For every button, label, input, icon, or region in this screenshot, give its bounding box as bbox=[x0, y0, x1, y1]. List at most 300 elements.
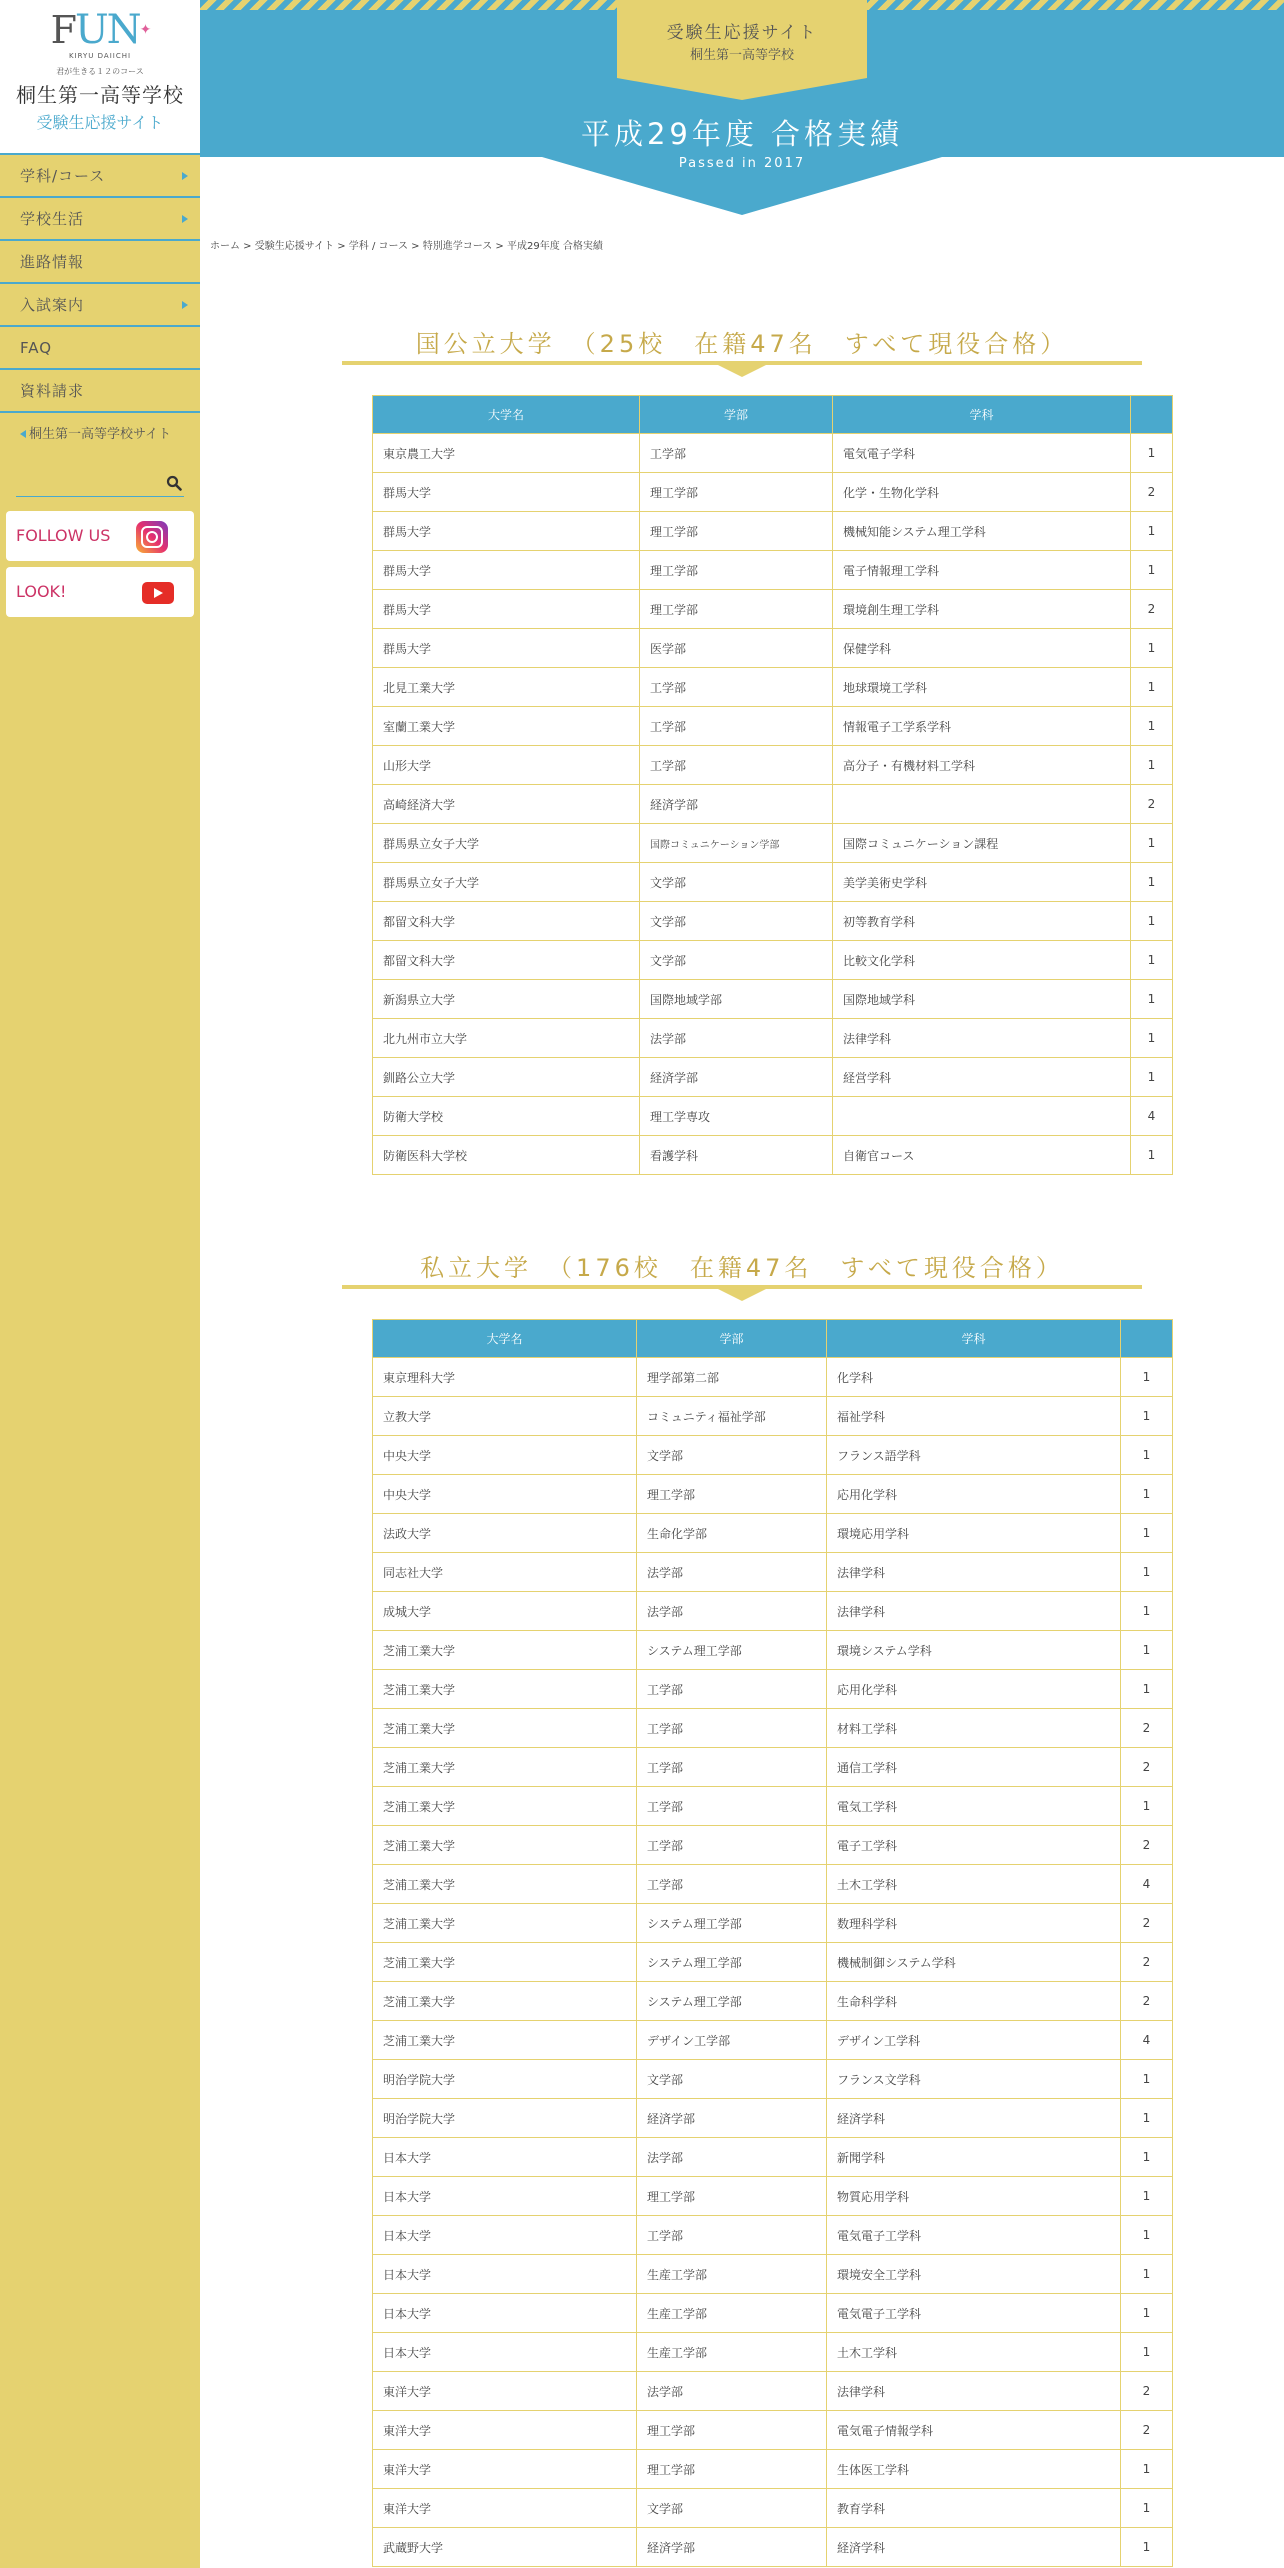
sidebar-menu-item-label: 入試案内 bbox=[20, 296, 85, 314]
university-cell: 芝浦工業大学 bbox=[373, 1709, 637, 1748]
faculty-cell: 文学部 bbox=[637, 2060, 827, 2099]
count-cell: 1 bbox=[1121, 1514, 1173, 1553]
faculty-cell: システム理工学部 bbox=[637, 1904, 827, 1943]
count-cell: 1 bbox=[1121, 2099, 1173, 2138]
faculty-cell: 工学部 bbox=[640, 707, 833, 746]
sidebar-menu-item-label: FAQ bbox=[20, 339, 53, 357]
university-cell: 芝浦工業大学 bbox=[373, 1982, 637, 2021]
university-cell: 日本大学 bbox=[373, 2177, 637, 2216]
university-cell: 中央大学 bbox=[373, 1436, 637, 1475]
department-cell: 電子工学科 bbox=[827, 1826, 1121, 1865]
department-cell: 法律学科 bbox=[827, 1592, 1121, 1631]
faculty-cell: 工学部 bbox=[637, 1826, 827, 1865]
faculty-cell: 法学部 bbox=[637, 2138, 827, 2177]
column-header: 学科 bbox=[833, 396, 1131, 434]
department-cell: 土木工学科 bbox=[827, 2333, 1121, 2372]
look-label: LOOK! bbox=[16, 582, 67, 601]
faculty-cell: 生命化学部 bbox=[637, 1514, 827, 1553]
table-row bbox=[373, 1982, 1173, 2021]
department-cell: 環境応用学科 bbox=[827, 1514, 1121, 1553]
department-cell: 材料工学科 bbox=[827, 1709, 1121, 1748]
university-cell: 明治学院大学 bbox=[373, 2060, 637, 2099]
university-cell: 芝浦工業大学 bbox=[373, 1826, 637, 1865]
count-cell: 1 bbox=[1131, 668, 1173, 707]
count-cell: 1 bbox=[1131, 824, 1173, 863]
university-cell: 東洋大学 bbox=[373, 2372, 637, 2411]
private-universities-title: 私立大学 （176校 在籍47名 すべて現役合格） bbox=[420, 1254, 1064, 1282]
faculty-cell: 国際コミュニケーション学部 bbox=[640, 824, 833, 863]
breadcrumb: ホーム > 受験生応援サイト > 学科 / コース > 特別進学コース > 平成29年度 合格実績 bbox=[210, 241, 603, 252]
count-cell: 1 bbox=[1121, 1475, 1173, 1514]
table-row bbox=[373, 2021, 1173, 2060]
count-cell: 1 bbox=[1131, 1136, 1173, 1175]
instagram-follow-button[interactable] bbox=[6, 511, 194, 561]
department-cell: 環境創生理工学科 bbox=[833, 590, 1131, 629]
faculty-cell: 理工学部 bbox=[640, 590, 833, 629]
department-cell: 法律学科 bbox=[827, 2372, 1121, 2411]
flag-title: 受験生応援サイト bbox=[666, 23, 818, 43]
table-row bbox=[373, 1136, 1173, 1175]
table-row bbox=[373, 941, 1173, 980]
triangle-right-icon bbox=[182, 301, 188, 309]
logo-tagline: 君が生きる１２のコース bbox=[56, 67, 144, 76]
count-cell: 2 bbox=[1121, 1904, 1173, 1943]
count-cell: 4 bbox=[1121, 1865, 1173, 1904]
count-cell: 2 bbox=[1121, 1748, 1173, 1787]
faculty-cell: 工学部 bbox=[640, 746, 833, 785]
sidebar-menu-item-label: 学校生活 bbox=[20, 210, 85, 228]
column-header: 学部 bbox=[637, 1320, 827, 1358]
count-cell: 1 bbox=[1121, 1787, 1173, 1826]
faculty-cell: 理工学部 bbox=[637, 1475, 827, 1514]
table-row bbox=[373, 2138, 1173, 2177]
column-header: 大学名 bbox=[373, 396, 640, 434]
university-cell: 芝浦工業大学 bbox=[373, 1904, 637, 1943]
university-cell: 群馬大学 bbox=[373, 590, 640, 629]
university-cell: 日本大学 bbox=[373, 2294, 637, 2333]
table-row bbox=[373, 1670, 1173, 1709]
count-cell: 1 bbox=[1131, 629, 1173, 668]
page-subtitle: Passed in 2017 bbox=[678, 156, 806, 171]
table-row bbox=[373, 1631, 1173, 1670]
search-box bbox=[16, 471, 184, 497]
university-cell: 群馬県立女子大学 bbox=[373, 863, 640, 902]
faculty-cell: 法学部 bbox=[640, 1019, 833, 1058]
faculty-cell: 生産工学部 bbox=[637, 2255, 827, 2294]
faculty-cell: 経済学部 bbox=[637, 2099, 827, 2138]
table-row bbox=[373, 590, 1173, 629]
faculty-cell: システム理工学部 bbox=[637, 1982, 827, 2021]
faculty-cell: 医学部 bbox=[640, 629, 833, 668]
faculty-cell: 文学部 bbox=[640, 902, 833, 941]
university-cell: 法政大学 bbox=[373, 1514, 637, 1553]
university-cell: 芝浦工業大学 bbox=[373, 1787, 637, 1826]
department-cell: 初等教育学科 bbox=[833, 902, 1131, 941]
count-cell: 2 bbox=[1121, 1982, 1173, 2021]
count-cell: 1 bbox=[1121, 1397, 1173, 1436]
count-cell: 1 bbox=[1121, 1358, 1173, 1397]
department-cell: 電気工学科 bbox=[827, 1787, 1121, 1826]
sidebar-menu-item-label: 進路情報 bbox=[20, 253, 85, 271]
table-row bbox=[373, 1865, 1173, 1904]
university-cell: 立教大学 bbox=[373, 1397, 637, 1436]
faculty-cell: 経済学部 bbox=[637, 2528, 827, 2567]
university-cell: 山形大学 bbox=[373, 746, 640, 785]
table-row bbox=[373, 707, 1173, 746]
table-row bbox=[373, 1904, 1173, 1943]
department-cell: 電子情報理工学科 bbox=[833, 551, 1131, 590]
department-cell: 教育学科 bbox=[827, 2489, 1121, 2528]
faculty-cell: 理工学専攻 bbox=[640, 1097, 833, 1136]
triangle-left-icon bbox=[20, 430, 26, 438]
faculty-cell: 工学部 bbox=[640, 434, 833, 473]
university-cell: 東洋大学 bbox=[373, 2489, 637, 2528]
count-cell: 1 bbox=[1131, 512, 1173, 551]
university-cell: 芝浦工業大学 bbox=[373, 1631, 637, 1670]
university-cell: 明治学院大学 bbox=[373, 2099, 637, 2138]
sidebar-menu-item[interactable] bbox=[0, 370, 200, 413]
department-cell: 環境安全工学科 bbox=[827, 2255, 1121, 2294]
table-header-row bbox=[373, 396, 1173, 434]
count-cell: 2 bbox=[1121, 1826, 1173, 1865]
follow-us-label: FOLLOW US bbox=[16, 526, 111, 545]
site-name: 受験生応援サイト bbox=[36, 113, 164, 132]
count-cell: 1 bbox=[1121, 1592, 1173, 1631]
table-row bbox=[373, 1058, 1173, 1097]
count-cell: 1 bbox=[1121, 2177, 1173, 2216]
sidebar-menu-item[interactable] bbox=[0, 327, 200, 370]
department-cell: 電気電子情報学科 bbox=[827, 2411, 1121, 2450]
count-cell: 1 bbox=[1121, 2489, 1173, 2528]
count-cell: 1 bbox=[1131, 707, 1173, 746]
department-cell: 物質応用学科 bbox=[827, 2177, 1121, 2216]
university-cell: 防衛医科大学校 bbox=[373, 1136, 640, 1175]
university-cell: 東洋大学 bbox=[373, 2450, 637, 2489]
table-row bbox=[373, 1826, 1173, 1865]
sidebar-menu-item[interactable] bbox=[0, 241, 200, 284]
table-row bbox=[373, 2294, 1173, 2333]
table-row bbox=[373, 1748, 1173, 1787]
department-cell: フランス文学科 bbox=[827, 2060, 1121, 2099]
department-cell: 化学科 bbox=[827, 1358, 1121, 1397]
faculty-cell: 法学部 bbox=[637, 2372, 827, 2411]
table-row bbox=[373, 1943, 1173, 1982]
department-cell: 情報電子工学系学科 bbox=[833, 707, 1131, 746]
table-row bbox=[373, 1436, 1173, 1475]
faculty-cell: 工学部 bbox=[637, 1670, 827, 1709]
faculty-cell: 法学部 bbox=[637, 1592, 827, 1631]
table-row bbox=[373, 1475, 1173, 1514]
university-cell: 芝浦工業大学 bbox=[373, 1748, 637, 1787]
faculty-cell: 理学部第二部 bbox=[637, 1358, 827, 1397]
university-cell: 北九州市立大学 bbox=[373, 1019, 640, 1058]
count-cell: 1 bbox=[1131, 746, 1173, 785]
department-cell: デザイン工学科 bbox=[827, 2021, 1121, 2060]
table-row bbox=[373, 1019, 1173, 1058]
university-cell: 日本大学 bbox=[373, 2333, 637, 2372]
table-row bbox=[373, 2450, 1173, 2489]
department-cell: 環境システム学科 bbox=[827, 1631, 1121, 1670]
university-cell: 中央大学 bbox=[373, 1475, 637, 1514]
school-site-link[interactable] bbox=[0, 413, 200, 457]
public-universities-title: 国公立大学 （25校 在籍47名 すべて現役合格） bbox=[415, 330, 1069, 358]
department-cell: 経済学科 bbox=[827, 2528, 1121, 2567]
faculty-cell: 工学部 bbox=[640, 668, 833, 707]
university-cell: 新潟県立大学 bbox=[373, 980, 640, 1019]
university-cell: 群馬県立女子大学 bbox=[373, 824, 640, 863]
department-cell: 自衛官コース bbox=[833, 1136, 1131, 1175]
table-row bbox=[373, 512, 1173, 551]
table-row bbox=[373, 902, 1173, 941]
faculty-cell: 生産工学部 bbox=[637, 2294, 827, 2333]
count-cell: 1 bbox=[1121, 1631, 1173, 1670]
faculty-cell: 工学部 bbox=[637, 1709, 827, 1748]
department-cell: 電気電子学科 bbox=[833, 434, 1131, 473]
column-header: 学部 bbox=[640, 396, 833, 434]
department-cell: 福祉学科 bbox=[827, 1397, 1121, 1436]
department-cell: 応用化学科 bbox=[827, 1475, 1121, 1514]
university-cell: 群馬大学 bbox=[373, 473, 640, 512]
count-cell: 1 bbox=[1121, 2255, 1173, 2294]
sidebar-menu-item-label: 資料請求 bbox=[20, 382, 85, 400]
count-cell: 1 bbox=[1121, 2216, 1173, 2255]
table-row bbox=[373, 2411, 1173, 2450]
table-row bbox=[373, 2333, 1173, 2372]
faculty-cell: 経済学部 bbox=[640, 1058, 833, 1097]
youtube-look-button[interactable] bbox=[6, 567, 194, 617]
department-cell: 保健学科 bbox=[833, 629, 1131, 668]
sidebar bbox=[0, 0, 200, 2568]
table-row bbox=[373, 629, 1173, 668]
count-cell: 2 bbox=[1131, 473, 1173, 512]
table-row bbox=[373, 2099, 1173, 2138]
count-cell: 2 bbox=[1121, 1709, 1173, 1748]
faculty-cell: 理工学部 bbox=[637, 2450, 827, 2489]
count-cell: 2 bbox=[1121, 2411, 1173, 2450]
count-cell: 1 bbox=[1131, 863, 1173, 902]
department-cell: 通信工学科 bbox=[827, 1748, 1121, 1787]
faculty-cell: 文学部 bbox=[640, 863, 833, 902]
department-cell: 応用化学科 bbox=[827, 1670, 1121, 1709]
table-row bbox=[373, 1592, 1173, 1631]
university-cell: 高崎経済大学 bbox=[373, 785, 640, 824]
university-cell: 東洋大学 bbox=[373, 2411, 637, 2450]
count-cell: 1 bbox=[1121, 1670, 1173, 1709]
count-cell: 1 bbox=[1131, 980, 1173, 1019]
table-row bbox=[373, 1787, 1173, 1826]
department-cell: 法律学科 bbox=[827, 1553, 1121, 1592]
department-cell: 土木工学科 bbox=[827, 1865, 1121, 1904]
faculty-cell: 理工学部 bbox=[637, 2411, 827, 2450]
count-cell: 2 bbox=[1131, 590, 1173, 629]
search-icon[interactable] bbox=[166, 475, 182, 491]
count-cell: 1 bbox=[1131, 941, 1173, 980]
faculty-cell: 国際地域学部 bbox=[640, 980, 833, 1019]
department-cell: 生体医工学科 bbox=[827, 2450, 1121, 2489]
count-cell: 1 bbox=[1131, 1058, 1173, 1097]
table-row bbox=[373, 2489, 1173, 2528]
faculty-cell: 理工学部 bbox=[640, 551, 833, 590]
department-cell: 経済学科 bbox=[827, 2099, 1121, 2138]
sidebar-menu-item[interactable] bbox=[0, 198, 200, 241]
faculty-cell: 理工学部 bbox=[640, 473, 833, 512]
faculty-cell: 理工学部 bbox=[640, 512, 833, 551]
page-title: 平成29年度 合格実績 bbox=[580, 117, 904, 151]
university-cell: 日本大学 bbox=[373, 2216, 637, 2255]
count-cell: 1 bbox=[1121, 1436, 1173, 1475]
fun-logo-mark: FUN✦ bbox=[50, 7, 150, 53]
table-row bbox=[373, 1358, 1173, 1397]
university-cell: 室蘭工業大学 bbox=[373, 707, 640, 746]
table-row bbox=[373, 1397, 1173, 1436]
table-row bbox=[373, 1514, 1173, 1553]
count-cell: 2 bbox=[1121, 1943, 1173, 1982]
column-header bbox=[1121, 1320, 1173, 1358]
department-cell: 法律学科 bbox=[833, 1019, 1131, 1058]
column-header bbox=[1131, 396, 1173, 434]
department-cell: 電気電子工学科 bbox=[827, 2216, 1121, 2255]
faculty-cell: 経済学部 bbox=[640, 785, 833, 824]
table-row bbox=[373, 668, 1173, 707]
sidebar-menu bbox=[0, 155, 200, 413]
section-notch bbox=[718, 1289, 766, 1301]
faculty-cell: コミュニティ福祉学部 bbox=[637, 1397, 827, 1436]
department-cell: 美学美術史学科 bbox=[833, 863, 1131, 902]
count-cell: 4 bbox=[1121, 2021, 1173, 2060]
column-header: 学科 bbox=[827, 1320, 1121, 1358]
table-row bbox=[373, 2255, 1173, 2294]
triangle-right-icon bbox=[182, 215, 188, 223]
department-cell: 電気電子工学科 bbox=[827, 2294, 1121, 2333]
table-row bbox=[373, 824, 1173, 863]
faculty-cell: 工学部 bbox=[637, 1865, 827, 1904]
table-row bbox=[373, 2060, 1173, 2099]
department-cell: 機械知能システム理工学科 bbox=[833, 512, 1131, 551]
department-cell: 数理科学科 bbox=[827, 1904, 1121, 1943]
university-cell: 武蔵野大学 bbox=[373, 2528, 637, 2567]
section-notch bbox=[718, 365, 766, 377]
table-row bbox=[373, 1709, 1173, 1748]
school-site-link-label: 桐生第一高等学校サイト bbox=[29, 427, 172, 442]
count-cell: 1 bbox=[1121, 2333, 1173, 2372]
count-cell: 1 bbox=[1121, 2528, 1173, 2567]
youtube-icon bbox=[142, 582, 174, 604]
sidebar-menu-item[interactable] bbox=[0, 155, 200, 198]
faculty-cell: 工学部 bbox=[637, 2216, 827, 2255]
department-cell: 生命科学科 bbox=[827, 1982, 1121, 2021]
department-cell: フランス語学科 bbox=[827, 1436, 1121, 1475]
faculty-cell: 法学部 bbox=[637, 1553, 827, 1592]
faculty-cell: 理工学部 bbox=[637, 2177, 827, 2216]
flag-subtitle: 桐生第一高等学校 bbox=[689, 48, 794, 63]
university-cell: 日本大学 bbox=[373, 2138, 637, 2177]
university-cell: 芝浦工業大学 bbox=[373, 2021, 637, 2060]
count-cell: 2 bbox=[1131, 785, 1173, 824]
university-cell: 群馬大学 bbox=[373, 551, 640, 590]
faculty-cell: 文学部 bbox=[637, 2489, 827, 2528]
table-row bbox=[373, 1097, 1173, 1136]
table-row bbox=[373, 863, 1173, 902]
table-row bbox=[373, 2216, 1173, 2255]
university-cell: 芝浦工業大学 bbox=[373, 1865, 637, 1904]
count-cell: 1 bbox=[1131, 551, 1173, 590]
table-row bbox=[373, 434, 1173, 473]
table-header-row bbox=[373, 1320, 1173, 1358]
faculty-cell: 文学部 bbox=[637, 1436, 827, 1475]
department-cell: 高分子・有機材料工学科 bbox=[833, 746, 1131, 785]
faculty-cell: 生産工学部 bbox=[637, 2333, 827, 2372]
public-results-table bbox=[372, 395, 1173, 1175]
table-row bbox=[373, 1553, 1173, 1592]
table-row bbox=[373, 473, 1173, 512]
university-cell: 群馬大学 bbox=[373, 629, 640, 668]
university-cell: 東京理科大学 bbox=[373, 1358, 637, 1397]
private-results-table bbox=[372, 1319, 1173, 2567]
sidebar-menu-item-label: 学科/コース bbox=[20, 167, 106, 185]
count-cell: 1 bbox=[1121, 1553, 1173, 1592]
table-row bbox=[373, 2372, 1173, 2411]
university-cell: 防衛大学校 bbox=[373, 1097, 640, 1136]
triangle-right-icon bbox=[182, 172, 188, 180]
faculty-cell: 工学部 bbox=[637, 1787, 827, 1826]
university-cell: 同志社大学 bbox=[373, 1553, 637, 1592]
school-logo[interactable] bbox=[0, 0, 200, 155]
table-row bbox=[373, 785, 1173, 824]
university-cell: 成城大学 bbox=[373, 1592, 637, 1631]
department-cell: 経営学科 bbox=[833, 1058, 1131, 1097]
faculty-cell: デザイン工学部 bbox=[637, 2021, 827, 2060]
count-cell: 1 bbox=[1131, 902, 1173, 941]
faculty-cell: システム理工学部 bbox=[637, 1943, 827, 1982]
faculty-cell: 看護学科 bbox=[640, 1136, 833, 1175]
department-cell: 比較文化学科 bbox=[833, 941, 1131, 980]
department-cell: 国際地域学科 bbox=[833, 980, 1131, 1019]
university-cell: 芝浦工業大学 bbox=[373, 1943, 637, 1982]
search-input[interactable] bbox=[16, 471, 166, 495]
department-cell bbox=[833, 1097, 1131, 1136]
university-cell: 北見工業大学 bbox=[373, 668, 640, 707]
university-cell: 都留文科大学 bbox=[373, 902, 640, 941]
university-cell: 芝浦工業大学 bbox=[373, 1670, 637, 1709]
count-cell: 1 bbox=[1121, 2138, 1173, 2177]
school-name: 桐生第一高等学校 bbox=[16, 83, 184, 107]
department-cell: 地球環境工学科 bbox=[833, 668, 1131, 707]
university-cell: 都留文科大学 bbox=[373, 941, 640, 980]
sidebar-menu-item[interactable] bbox=[0, 284, 200, 327]
count-cell: 2 bbox=[1121, 2372, 1173, 2411]
count-cell: 1 bbox=[1121, 2294, 1173, 2333]
table-row bbox=[373, 2177, 1173, 2216]
table-row bbox=[373, 746, 1173, 785]
department-cell: 機械制御システム学科 bbox=[827, 1943, 1121, 1982]
table-row bbox=[373, 2528, 1173, 2567]
table-row bbox=[373, 980, 1173, 1019]
university-cell: 群馬大学 bbox=[373, 512, 640, 551]
faculty-cell: システム理工学部 bbox=[637, 1631, 827, 1670]
logo-sub: KIRYU DAIICHI bbox=[68, 52, 132, 60]
department-cell: 化学・生物化学科 bbox=[833, 473, 1131, 512]
column-header: 大学名 bbox=[373, 1320, 637, 1358]
department-cell: 国際コミュニケーション課程 bbox=[833, 824, 1131, 863]
university-cell: 日本大学 bbox=[373, 2255, 637, 2294]
department-cell bbox=[833, 785, 1131, 824]
count-cell: 1 bbox=[1121, 2060, 1173, 2099]
table-row bbox=[373, 551, 1173, 590]
department-cell: 新聞学科 bbox=[827, 2138, 1121, 2177]
faculty-cell: 工学部 bbox=[637, 1748, 827, 1787]
count-cell: 1 bbox=[1131, 1019, 1173, 1058]
faculty-cell: 文学部 bbox=[640, 941, 833, 980]
